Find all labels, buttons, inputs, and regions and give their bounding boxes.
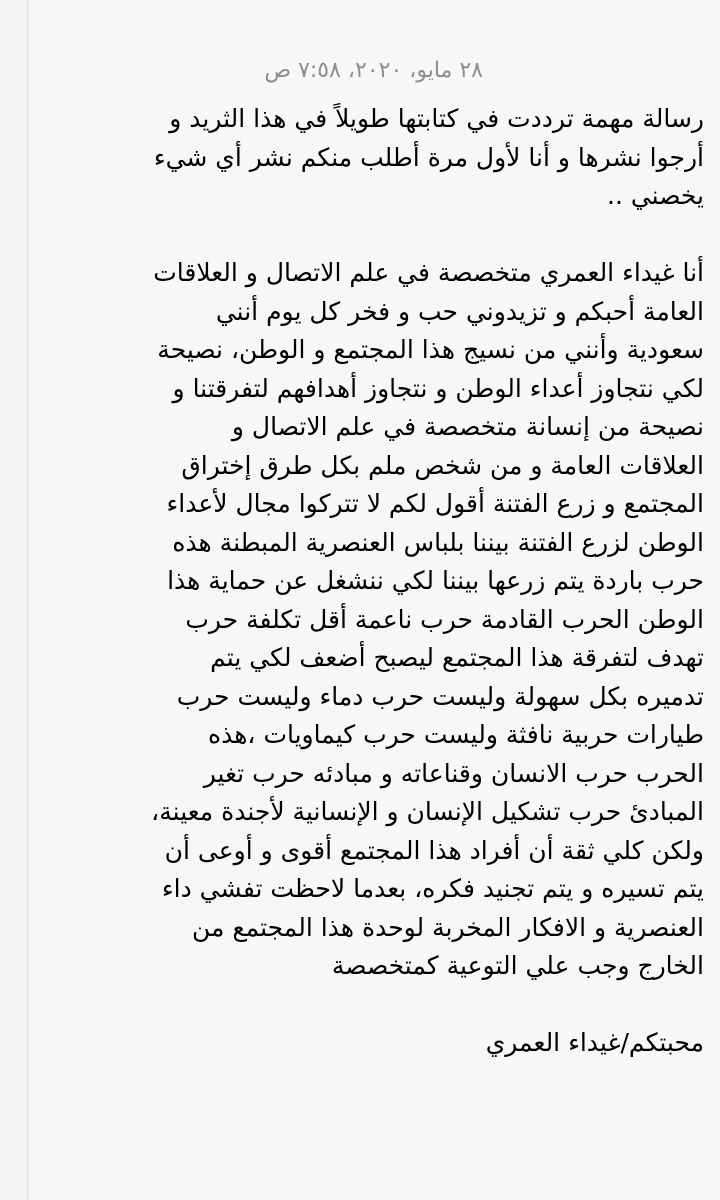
note-line: المبادئ حرب تشكيل الإنسان و الإنسانية لأجندة معينة،	[151, 797, 704, 826]
note-line: أرجوا نشرها و أنا لأول مرة أطلب منكم نشر أي شيء	[153, 142, 704, 172]
blank-line	[52, 986, 704, 1025]
note-page[interactable]	[29, 0, 720, 1200]
note-signature: محبتكم/غيداء العمري	[485, 1028, 704, 1057]
note-line: الخارج وجب علي التوعية كمتخصصة	[331, 951, 704, 980]
note-line: طيارات حربية نافثة وليست حرب كيماويات ،هذه	[208, 720, 704, 749]
note-line: حرب باردة يتم زرعها بيننا لكي ننشغل عن حماية هذا	[167, 566, 704, 595]
note-line: العلاقات العامة و من شخص ملم بكل طرق إختراق	[181, 450, 704, 480]
note-line: أنا غيداء العمري متخصصة في علم الاتصال و العلاقات	[153, 258, 704, 287]
note-line: تدميره بكل سهولة وليست حرب دماء وليست حرب	[176, 681, 704, 711]
note-line: الوطن لزرع الفتنة بيننا بلباس العنصرية المبطنة هذه	[172, 527, 704, 557]
left-margin-strip	[0, 0, 28, 1200]
note-line: ولكن كلي ثقة أن أفراد هذا المجتمع أقوى و أوعى أن	[164, 835, 704, 865]
note-line: لكي نتجاوز أعداء الوطن و نتجاوز أهدافهم لتفرقتنا و	[172, 373, 704, 403]
note-line: تهدف لتفرقة هذا المجتمع ليصبح أضعف لكي يتم	[210, 643, 704, 672]
note-line: الحرب حرب الانسان وقناعاته و مبادئه حرب تغير	[203, 758, 704, 788]
note-line: المجتمع و زرع الفتنة أقول لكم لا تتركوا مجال لأعداء	[166, 489, 704, 518]
note-line: رسالة مهمة ترددت في كتابتها طويلاً في هذا الثريد و	[169, 104, 704, 133]
note-line: الوطن الحرب القادمة حرب ناعمة أقل تكلفة حرب	[185, 604, 704, 634]
note-line: سعودية وأنني من نسيج هذا المجتمع و الوطن، نصيحة	[157, 335, 704, 364]
note-timestamp: ٢٨ مايو، ٢٠٢٠، ٧:٥٨ ص	[264, 58, 483, 83]
note-line: يخصني ..	[607, 181, 704, 210]
note-body[interactable]	[52, 100, 704, 1063]
note-line: يتم تسيره و يتم تجنيد فكره، بعدما لاحظت تفشي داء	[161, 874, 704, 903]
blank-line	[52, 216, 704, 255]
note-line: نصيحة من إنسانة متخصصة في علم الاتصال و	[231, 412, 704, 441]
note-line: العامة أحبكم و تزيدوني حب و فخر كل يوم أنني	[215, 296, 704, 326]
note-line: العنصرية و الافكار المخربة لوحدة هذا المجتمع من	[192, 912, 704, 942]
